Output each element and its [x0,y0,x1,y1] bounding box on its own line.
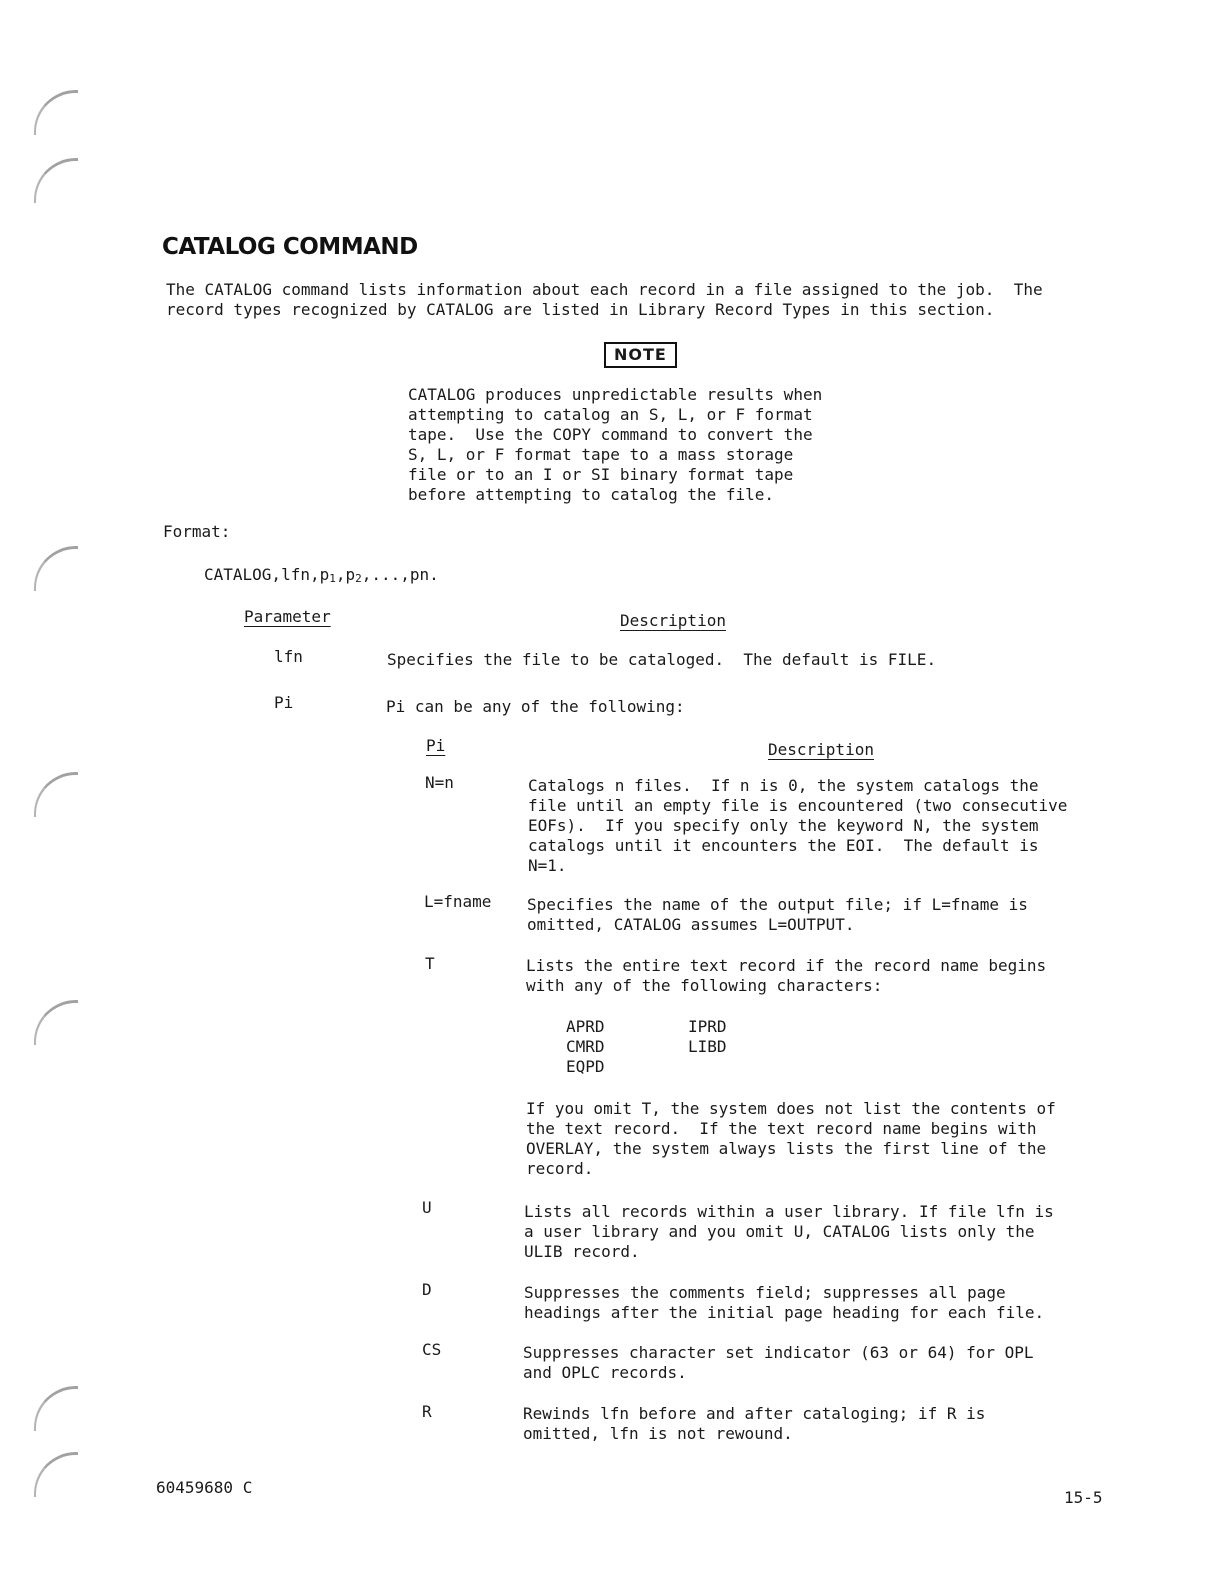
page-title: CATALOG COMMAND [162,234,418,260]
t-char-list [566,1017,605,1077]
format-syntax [204,565,439,589]
format-p1-subscript: 1 [329,572,336,585]
pi-option-description: Rewinds lfn before and after cataloging; if R is omitted, lfn is not rewound. [523,1404,986,1443]
pi-option-key: L=fname [424,892,492,911]
pi-option-key: CS [422,1340,442,1359]
binder-hole-mark [34,1452,78,1497]
format-p2-subscript: 2 [355,572,362,585]
pi-column-header: Pi [426,736,446,755]
pi-option-key: R [422,1402,432,1421]
pi-option-key: T [425,954,435,973]
binder-hole-mark [34,772,78,817]
t-char: LIBD [688,1037,727,1056]
intro-paragraph: The CATALOG command lists information about each record in a file assigned to the job. The record types recognized by CATALOG are listed in Library Record Types in this section. [166,280,1043,319]
binder-hole-mark [34,90,78,135]
parameter-column-header: Parameter [244,607,331,626]
binder-hole-mark [34,1000,78,1045]
t-followup-paragraph: If you omit T, the system does not list the contents of the text record. If the text record name begins with OVERLAY, the system always lists the first line of the record. [526,1099,1056,1178]
pi-option-key: N=n [425,773,454,792]
format-prefix: CATALOG,lfn,p [204,565,330,584]
pi-option-description: Lists the entire text record if the record name begins with any of the following characters: [526,956,1047,995]
document-number: 60459680 C [156,1478,253,1497]
pi-option-description: Specifies the name of the output file; if L=fname is omitted, CATALOG assumes L=OUTPUT. [527,895,1028,934]
t-char: APRD [566,1017,605,1036]
page-number: 15-5 [1064,1488,1103,1507]
pi-description-column-header: Description [768,740,874,759]
param-description: Specifies the file to be cataloged. The default is FILE. [387,650,937,669]
param-description: Pi can be any of the following: [386,697,685,716]
param-name: Pi [274,693,294,712]
param-name: lfn [274,647,303,666]
binder-hole-mark [34,546,78,591]
format-suffix: ,...,pn. [361,565,439,584]
pi-option-key: U [422,1198,432,1217]
note-label: NOTE [604,342,677,368]
binder-hole-mark [34,1386,78,1431]
format-mid: ,p [335,565,356,584]
pi-option-key: D [422,1280,432,1299]
t-char: EQPD [566,1057,605,1076]
t-char: IPRD [688,1017,727,1036]
pi-option-description: Lists all records within a user library. If file lfn is a user library and you omit U, CATALOG lists only the ULIB record. [524,1202,1054,1261]
t-char-list [688,1017,727,1057]
format-label: Format: [163,522,231,541]
description-column-header: Description [620,611,726,630]
pi-option-description: Catalogs n files. If n is 0, the system catalogs the file until an empty file is encountered (two consecutive EOFs). If you specify only the keyword N, the system catalogs until it encounters the EOI. The default is N=1. [528,776,1068,875]
pi-option-description: Suppresses character set indicator (63 or 64) for OPL and OPLC records. [523,1343,1034,1382]
pi-option-description: Suppresses the comments field; suppresses all page headings after the initial page heading for each file. [524,1283,1045,1322]
note-text: CATALOG produces unpredictable results when attempting to catalog an S, L, or F format tape. Use the COPY command to convert the S, L, or F format tape to a mass storage file or to an I or SI binary format tape before attempting to catalog the file. [408,385,823,504]
binder-hole-mark [34,158,78,203]
t-char: CMRD [566,1037,605,1056]
